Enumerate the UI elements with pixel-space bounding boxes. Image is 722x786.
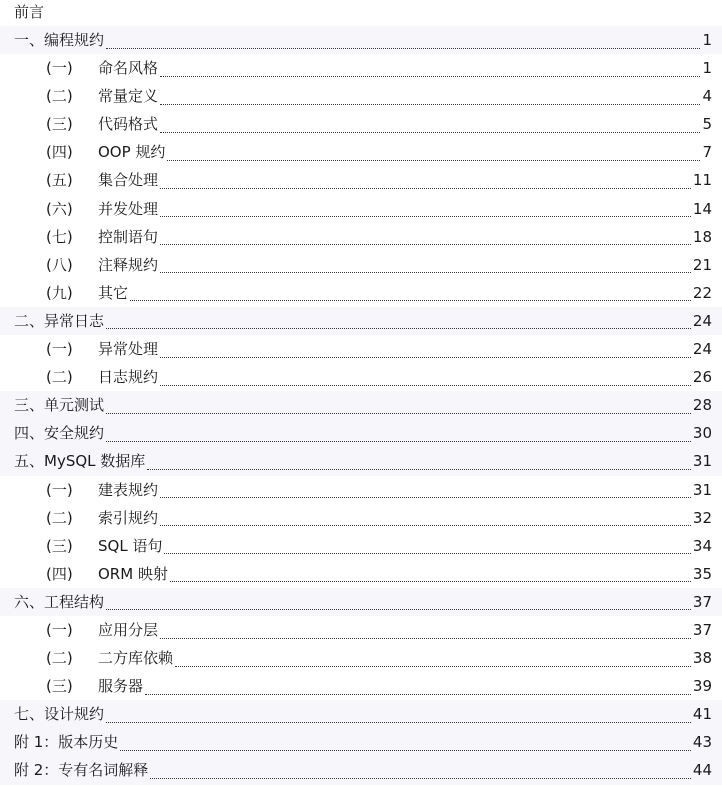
- toc-entry-title: SQL 语句: [98, 536, 163, 555]
- toc-entry[interactable]: [0, 588, 722, 616]
- toc-entry-number: (五): [46, 171, 73, 190]
- toc-entry-title: 并发处理: [98, 199, 159, 218]
- toc-entry-title: 二、异常日志: [14, 311, 105, 330]
- toc-entry-title: 索引规约: [98, 508, 159, 527]
- dot-leader: [106, 403, 691, 414]
- dot-leader: [120, 740, 691, 751]
- dot-leader: [130, 290, 691, 301]
- toc-entry-number: (二): [46, 368, 73, 387]
- toc-entry-number: (三): [46, 536, 73, 555]
- toc-entry-page-number: 4: [702, 87, 712, 106]
- dot-leader: [167, 150, 700, 161]
- dot-leader: [160, 206, 691, 217]
- toc-entry-title: 建表规约: [98, 480, 159, 499]
- toc-entry-page-number: 39: [692, 677, 712, 696]
- dot-leader: [150, 768, 691, 779]
- toc-entry-page-number: 37: [692, 620, 712, 639]
- toc-entry[interactable]: [0, 138, 722, 166]
- toc-entry-number: (八): [46, 255, 73, 274]
- toc-entry[interactable]: [0, 728, 722, 756]
- toc-entry-number: (二): [46, 508, 73, 527]
- toc-entry-page-number: 22: [692, 283, 712, 302]
- dot-leader: [160, 375, 691, 386]
- toc-entry-page-number: 1: [702, 59, 712, 78]
- toc-entry-page-number: 44: [692, 761, 712, 780]
- toc-entry-page-number: 7: [702, 143, 712, 162]
- toc-entry-page-number: 38: [692, 649, 712, 668]
- toc-entry-title: 异常处理: [98, 340, 159, 359]
- toc-entry-title: 一、编程规约: [14, 31, 105, 49]
- preface-heading[interactable]: 前言: [14, 3, 45, 21]
- toc-entry[interactable]: [0, 447, 722, 475]
- dot-leader: [106, 599, 691, 610]
- toc-entry-title: 日志规约: [98, 368, 159, 387]
- dot-leader: [145, 684, 691, 695]
- toc-entry-number: (六): [46, 199, 73, 218]
- toc-entry-title: ORM 映射: [98, 564, 168, 583]
- toc-entry-page-number: 34: [692, 536, 712, 555]
- dot-leader: [160, 487, 691, 498]
- toc-entry-title: 附 2：专有名词解释: [14, 761, 149, 780]
- dot-leader: [106, 431, 691, 442]
- dot-leader: [170, 571, 691, 582]
- toc-entry-page-number: 35: [692, 564, 712, 583]
- toc-entry[interactable]: [0, 504, 722, 532]
- toc-entry[interactable]: [0, 363, 722, 391]
- dot-leader: [160, 347, 691, 358]
- toc-entry-page-number: 41: [692, 705, 712, 724]
- toc-entry-number: (一): [46, 340, 73, 359]
- dot-leader: [160, 178, 691, 189]
- dot-leader: [147, 459, 691, 470]
- toc-entry-page-number: 21: [692, 255, 712, 274]
- toc-entry[interactable]: [0, 616, 722, 644]
- toc-entry-number: (一): [46, 480, 73, 499]
- dot-leader: [160, 94, 700, 105]
- dot-leader: [160, 66, 700, 77]
- toc-entry[interactable]: [0, 672, 722, 700]
- toc-entry-title: OOP 规约: [98, 143, 166, 162]
- toc-entry-title: 其它: [98, 283, 129, 302]
- toc-entry-page-number: 5: [702, 115, 712, 134]
- dot-leader: [160, 234, 691, 245]
- dot-leader: [106, 318, 691, 329]
- toc-entry-title: 常量定义: [98, 87, 159, 106]
- toc-entry-title: 代码格式: [98, 115, 159, 134]
- toc-entry-page-number: 11: [692, 171, 712, 190]
- dot-leader: [164, 543, 690, 554]
- toc-entry-number: (九): [46, 283, 73, 302]
- toc-entry-title: 控制语句: [98, 227, 159, 246]
- toc-entry-number: (三): [46, 677, 73, 696]
- toc-entry-number: (三): [46, 115, 73, 134]
- toc-entry-page-number: 14: [692, 199, 712, 218]
- dot-leader: [160, 262, 691, 273]
- toc-entry-number: (一): [46, 59, 73, 78]
- toc-entry[interactable]: [0, 419, 722, 447]
- toc-entry-title: 七、设计规约: [14, 705, 105, 724]
- toc-entry[interactable]: [0, 54, 722, 82]
- toc-entry-page-number: 28: [692, 396, 712, 415]
- toc-entry[interactable]: [0, 756, 722, 784]
- toc-entry-title: 二方库依赖: [98, 649, 174, 668]
- toc-entry[interactable]: [0, 476, 722, 504]
- toc-entry[interactable]: [0, 644, 722, 672]
- toc-entry-page-number: 32: [692, 508, 712, 527]
- toc-entry-page-number: 1: [702, 31, 712, 49]
- dot-leader: [106, 712, 691, 723]
- dot-leader: [160, 122, 700, 133]
- toc-entry[interactable]: [0, 195, 722, 223]
- toc-entry[interactable]: [0, 166, 722, 194]
- dot-leader: [160, 628, 691, 639]
- toc-entry-title: 附 1：版本历史: [14, 733, 119, 752]
- toc-entry-title: 命名风格: [98, 59, 159, 78]
- toc-entry-page-number: 37: [692, 592, 712, 611]
- toc-entry-title: 应用分层: [98, 620, 159, 639]
- toc-entry[interactable]: [0, 26, 722, 54]
- toc-entry-number: (二): [46, 649, 73, 668]
- toc-entry[interactable]: [0, 82, 722, 110]
- toc-entry[interactable]: [0, 335, 722, 363]
- toc-entry-page-number: 26: [692, 368, 712, 387]
- toc-entry[interactable]: [0, 110, 722, 138]
- dot-leader: [175, 656, 691, 667]
- toc-entry-title: 集合处理: [98, 171, 159, 190]
- toc-entry[interactable]: [0, 560, 722, 588]
- toc-entry[interactable]: [0, 391, 722, 419]
- toc-entry-page-number: 31: [692, 480, 712, 499]
- toc-entry[interactable]: [0, 251, 722, 279]
- dot-leader: [106, 38, 700, 49]
- toc-entry-title: 六、工程结构: [14, 592, 105, 611]
- toc-entry-number: (四): [46, 143, 73, 162]
- toc-entry-number: (二): [46, 87, 73, 106]
- toc-entry-title: 注释规约: [98, 255, 159, 274]
- toc-entry-number: (七): [46, 227, 73, 246]
- toc-entry-page-number: 31: [692, 452, 712, 471]
- toc-entry-title: 三、单元测试: [14, 396, 105, 415]
- toc-entry-number: (一): [46, 620, 73, 639]
- toc-entry-title: 五、MySQL 数据库: [14, 452, 146, 471]
- table-of-contents: [0, 26, 722, 785]
- toc-entry[interactable]: [0, 279, 722, 307]
- toc-entry[interactable]: [0, 700, 722, 728]
- toc-entry-page-number: 43: [692, 733, 712, 752]
- toc-entry[interactable]: [0, 223, 722, 251]
- toc-entry-page-number: 30: [692, 424, 712, 443]
- toc-entry-page-number: 18: [692, 227, 712, 246]
- toc-entry-title: 服务器: [98, 677, 144, 696]
- toc-entry-title: 四、安全规约: [14, 424, 105, 443]
- toc-entry[interactable]: [0, 307, 722, 335]
- toc-entry-number: (四): [46, 564, 73, 583]
- toc-entry-page-number: 24: [692, 311, 712, 330]
- toc-entry-page-number: 24: [692, 340, 712, 359]
- dot-leader: [160, 515, 691, 526]
- toc-entry[interactable]: [0, 532, 722, 560]
